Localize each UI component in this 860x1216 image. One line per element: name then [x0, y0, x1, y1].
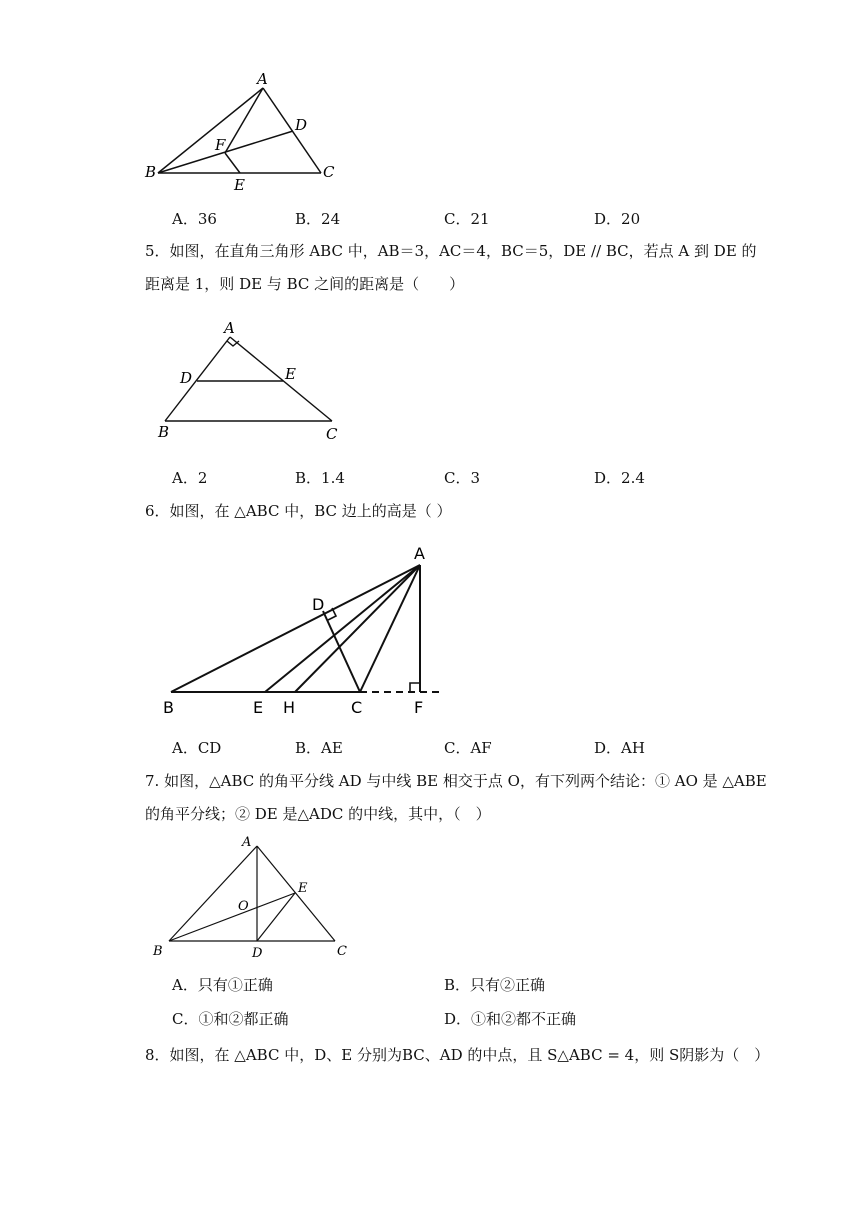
q4-label-c: C: [323, 163, 335, 181]
q6-option-b: B．AE: [295, 739, 343, 757]
q6-label-e: E: [253, 698, 264, 717]
q4-option-b: B．24: [295, 210, 341, 228]
q5-label-d: D: [180, 369, 193, 387]
q4-option-d: D．20: [594, 210, 641, 228]
q7-label-o: O: [238, 899, 249, 914]
q7-option-b: B．只有②正确: [444, 976, 546, 994]
q7-label-d: D: [252, 946, 263, 961]
q7-option-d: D．①和②都不正确: [444, 1010, 577, 1028]
q6-label-b: B: [163, 698, 174, 717]
q5-text-line1: 5．如图，在直角三角形 ABC 中，AB＝3，AC＝4，BC＝5，DE // BC，若点 A 到 DE 的: [145, 242, 757, 260]
q4-label-a: A: [257, 70, 268, 88]
q4-label-e: E: [234, 176, 245, 194]
q7-label-c: C: [337, 944, 347, 959]
q7-option-a: A．只有①正确: [172, 976, 273, 994]
q6-label-c: C: [351, 698, 363, 717]
q6-label-h: H: [283, 698, 296, 717]
q6-label-f: F: [414, 698, 424, 717]
q6-option-a: A．CD: [172, 739, 222, 757]
q4-option-a: A．36: [172, 210, 217, 228]
q5-figure: [150, 315, 350, 445]
q5-label-b: B: [158, 423, 170, 441]
q4-label-d: D: [295, 116, 308, 134]
q4-option-c: C．21: [444, 210, 490, 228]
q5-text-line2: 距离是 1，则 DE 与 BC 之间的距离是（ ）: [145, 275, 465, 293]
q7-label-e: E: [298, 881, 308, 896]
q5-label-a: A: [224, 319, 235, 337]
q7-text-line2: 的角平分线；② DE 是△ADC 的中线，其中，（ ）: [145, 805, 491, 823]
q5-label-e: E: [285, 365, 296, 383]
q7-figure: [145, 833, 365, 963]
q6-text-line1: 6．如图，在 △ABC 中，BC 边上的高是（ ）: [145, 502, 452, 520]
q5-option-d: D．2.4: [594, 469, 645, 487]
q5-label-c: C: [326, 425, 338, 443]
q7-text-line1: 7. 如图，△ABC 的角平分线 AD 与中线 BE 相交于点 O，有下列两个结论：① AO 是 △ABE: [145, 772, 767, 790]
q5-option-c: C．3: [444, 469, 481, 487]
q7-label-a: A: [242, 835, 252, 850]
q6-option-c: C．AF: [444, 739, 492, 757]
q6-figure: [155, 540, 455, 720]
q6-label-a: A: [414, 544, 425, 563]
q7-option-c: C．①和②都正确: [172, 1010, 289, 1028]
q5-option-a: A．2: [172, 469, 208, 487]
q6-label-d: D: [312, 595, 325, 614]
q8-text-line1: 8．如图，在 △ABC 中，D、E 分别为BC、AD 的中点，且 S△ABC = 4，则 S阴影为（ ）: [145, 1046, 770, 1064]
q4-figure: [140, 70, 350, 195]
q7-label-b: B: [153, 944, 163, 959]
q4-label-f: F: [215, 136, 226, 154]
q5-option-b: B．1.4: [295, 469, 345, 487]
q6-option-d: D．AH: [594, 739, 645, 757]
q4-label-b: B: [145, 163, 157, 181]
